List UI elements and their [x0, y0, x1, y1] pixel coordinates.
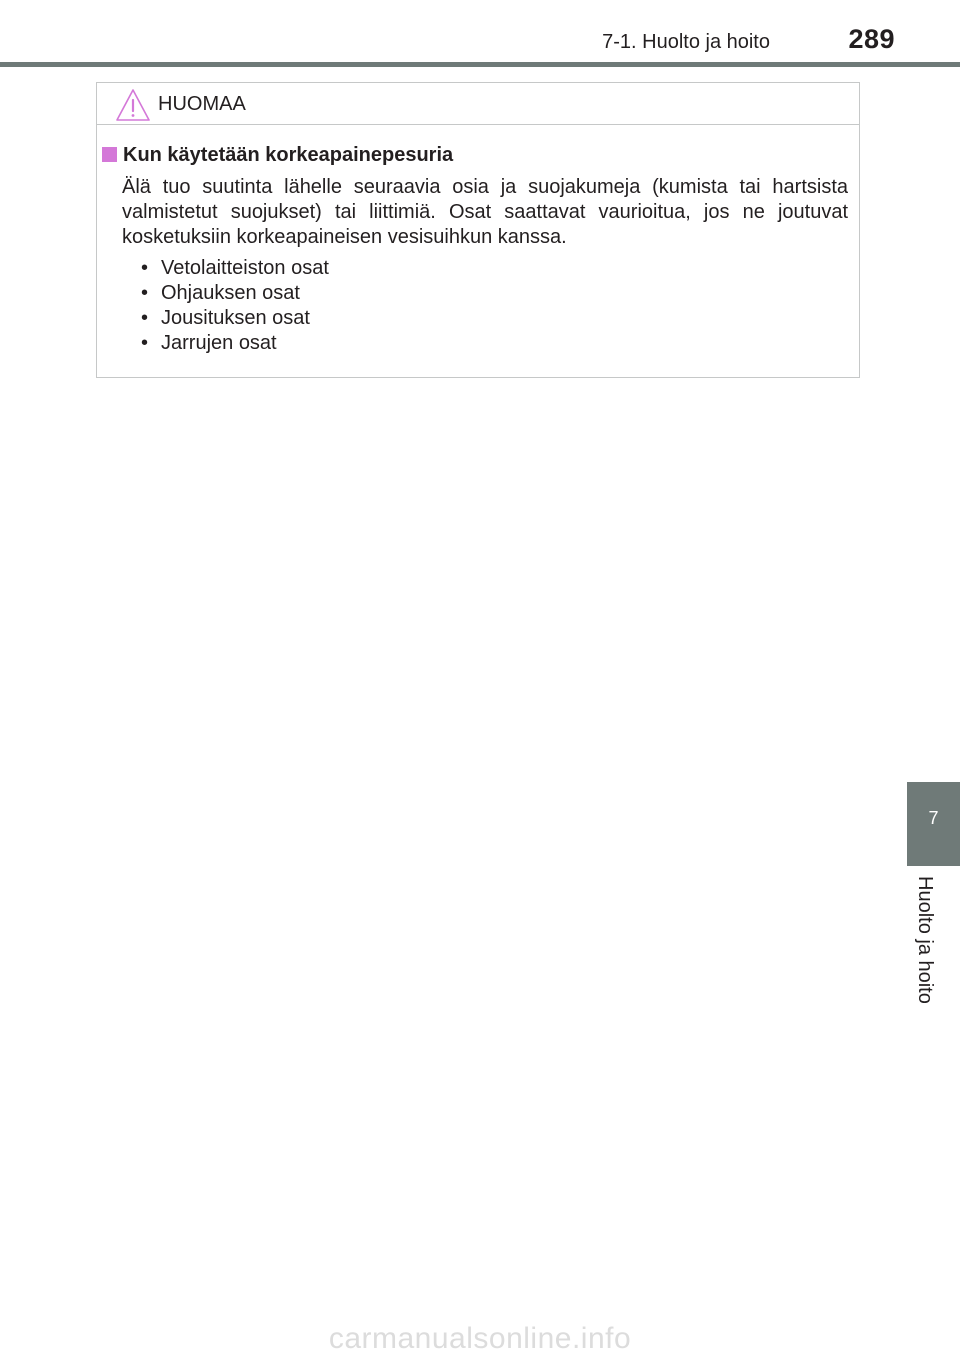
- bullet-icon: •: [141, 282, 149, 304]
- list-item-text: Ohjauksen osat: [161, 282, 300, 304]
- chapter-number: 7: [928, 808, 939, 828]
- notice-box: [96, 82, 860, 378]
- list-item: [141, 256, 329, 281]
- header-rule: [0, 62, 960, 67]
- bullet-icon: •: [141, 257, 149, 279]
- page-number: 289: [848, 24, 895, 54]
- warning-triangle-icon: [115, 88, 151, 122]
- chapter-title: Huolto ja hoito: [914, 876, 936, 1004]
- list-item-text: Jarrujen osat: [161, 332, 277, 354]
- section-heading: [102, 144, 453, 167]
- list-item-text: Vetolaitteiston osat: [161, 257, 329, 279]
- notice-label: HUOMAA: [158, 93, 246, 115]
- notice-header: [97, 83, 859, 125]
- list-item: [141, 281, 329, 306]
- section-heading-text: Kun käytetään korkeapainepesuria: [123, 144, 454, 166]
- section-body: Älä tuo suutinta lähelle seuraavia osia ja suojakumeja (kumista tai hartsista valmistetut suojukset) tai liittimiä. Osat saattavat vaurioitua, jos ne joutuvat kosketuksiin korkeapaineisen vesisuihkun kanssa.: [122, 176, 848, 248]
- bullet-icon: •: [141, 307, 149, 329]
- list-item: [141, 306, 329, 331]
- watermark: carmanualsonline.info: [328, 1322, 632, 1355]
- list-item: [141, 331, 329, 356]
- chapter-tab: [907, 782, 960, 866]
- bullet-list: [141, 256, 329, 356]
- section-title: 7-1. Huolto ja hoito: [602, 31, 770, 53]
- bullet-icon: •: [141, 332, 149, 354]
- list-item-text: Jousituksen osat: [161, 307, 310, 329]
- heading-square-icon: [102, 147, 117, 162]
